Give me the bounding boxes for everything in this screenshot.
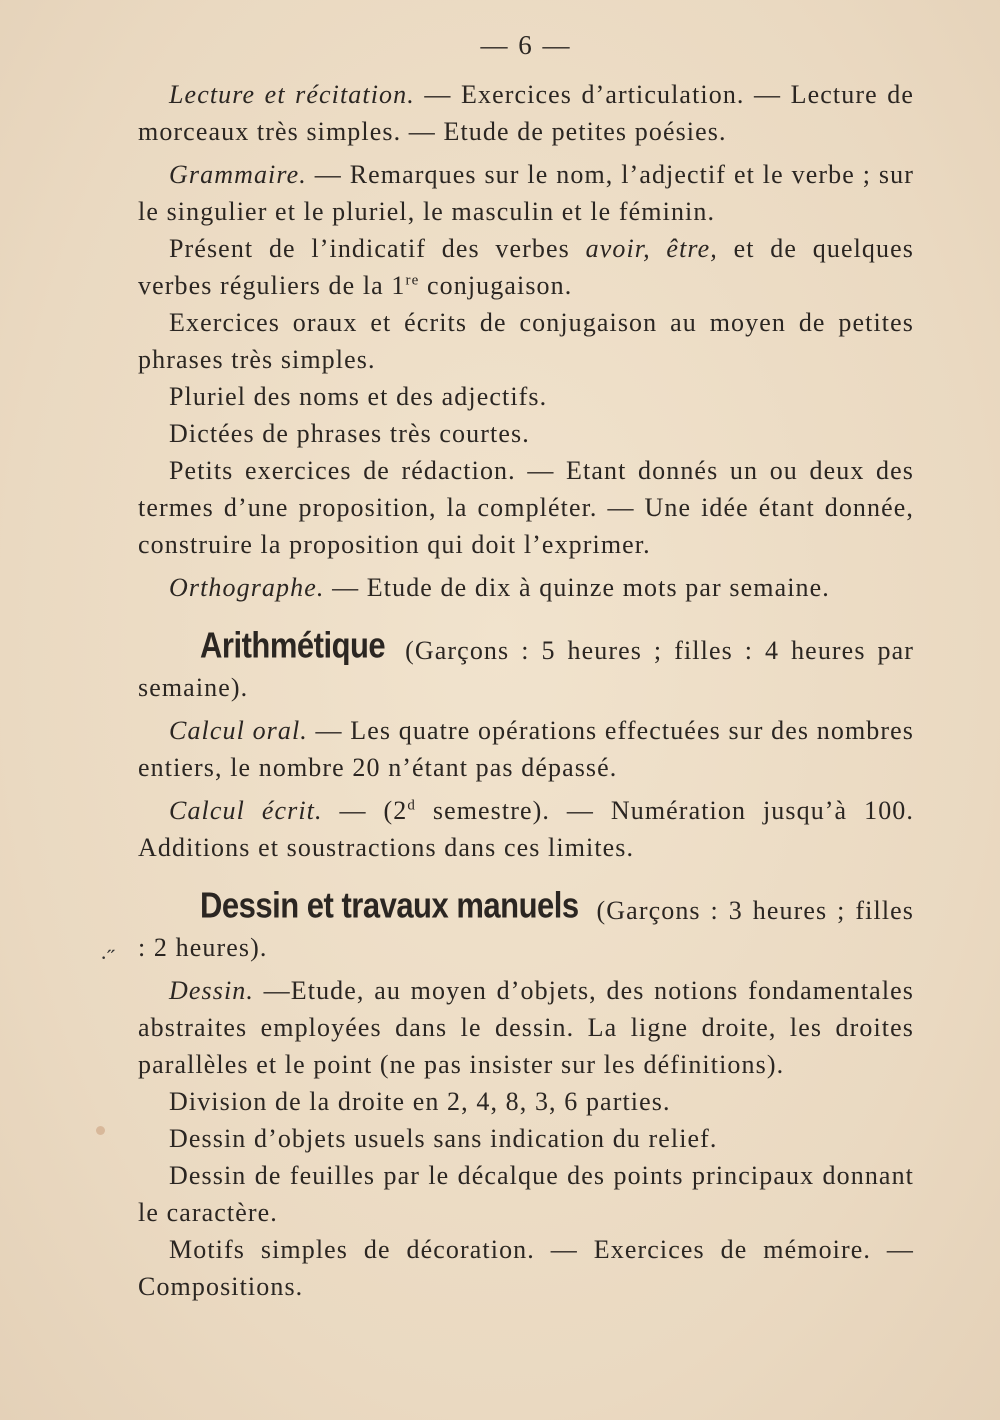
- lecture-paragraph: [138, 76, 914, 150]
- calcul-ecrit-superscript: d: [407, 797, 416, 814]
- present-text-c: conjugaison.: [419, 271, 573, 300]
- orthographe-title: Orthographe.: [169, 573, 325, 602]
- dessin-hours: (Garçons : 3 heures ; filles : 2 heures).: [138, 896, 914, 962]
- arithmetique-section: [138, 624, 914, 706]
- dessin-paragraph: [138, 972, 914, 1083]
- pluriel-paragraph: Pluriel des noms et des adjectifs.: [169, 382, 548, 411]
- orthographe-text: — Etude de dix à quinze mots par semaine.: [324, 573, 830, 602]
- dessin-section: [138, 884, 914, 966]
- calcul-ecrit-paragraph: [138, 792, 914, 866]
- grammaire-title: Grammaire.: [169, 160, 307, 189]
- calcul-ecrit-text-a: — (2: [322, 796, 408, 825]
- dessin-text: —Etude, au moyen d’objets, des notions fondamentales abstraites employées dans le dessin. La ligne droite, les droites parallèles et le point (ne pas insister sur les définitions).: [138, 976, 914, 1079]
- present-text-b: et de quelques verbes réguliers de la 1: [138, 234, 914, 300]
- orthographe-paragraph: [138, 569, 914, 606]
- calcul-oral-title: Calcul oral.: [169, 716, 308, 745]
- calcul-oral-text: — Les quatre opérations effectuées sur des nombres entiers, le nombre 20 n’étant pas dépassé.: [138, 716, 914, 782]
- present-verbs: avoir, être,: [585, 234, 718, 263]
- division-paragraph: Division de la droite en 2, 4, 8, 3, 6 parties.: [169, 1087, 671, 1116]
- page-number: — 6 —: [480, 30, 572, 60]
- calcul-oral-paragraph: [138, 712, 914, 786]
- present-text-a: Présent de l’indicatif des verbes: [169, 234, 586, 263]
- dessin-title: Dessin.: [169, 976, 254, 1005]
- dessin-heading: Dessin et travaux manuels: [200, 884, 579, 926]
- exercices-paragraph: Exercices oraux et écrits de conjugaison au moyen de petites phrases très simples.: [138, 308, 914, 374]
- lecture-text: — Exercices d’articulation. — Lecture de morceaux très simples. — Etude de petites poésies.: [138, 80, 914, 146]
- present-superscript: re: [405, 272, 420, 289]
- dictees-paragraph: Dictées de phrases très courtes.: [169, 419, 530, 448]
- ink-blot: [96, 1126, 105, 1135]
- arithmetique-hours: (Garçons : 5 heures ; filles : 4 heures par semaine).: [138, 636, 914, 702]
- present-paragraph: [138, 230, 914, 304]
- objets-paragraph: Dessin d’objets usuels sans indication du relief.: [169, 1124, 718, 1153]
- feuilles-paragraph: Dessin de feuilles par le décalque des points principaux donnant le caractère.: [138, 1161, 914, 1227]
- calcul-ecrit-title: Calcul écrit.: [169, 796, 323, 825]
- margin-mark: ·˝: [100, 945, 115, 970]
- calcul-ecrit-text-b: semestre). — Numération jusqu’à 100. Additions et soustractions dans ces limites.: [138, 796, 914, 862]
- motifs-paragraph: Motifs simples de décoration. — Exercices de mémoire. — Compositions.: [138, 1235, 914, 1301]
- grammaire-paragraph: [138, 156, 914, 230]
- arithmetique-heading: Arithmétique: [200, 624, 386, 666]
- grammaire-text: — Remarques sur le nom, l’adjectif et le verbe ; sur le singulier et le pluriel, le masculin et le féminin.: [138, 160, 914, 226]
- lecture-title: Lecture et récitation.: [169, 80, 415, 109]
- redaction-paragraph: Petits exercices de rédaction. — Etant donnés un ou deux des termes d’une proposition, la compléter. — Une idée étant donnée, construire la proposition qui doit l’exprimer.: [138, 456, 914, 559]
